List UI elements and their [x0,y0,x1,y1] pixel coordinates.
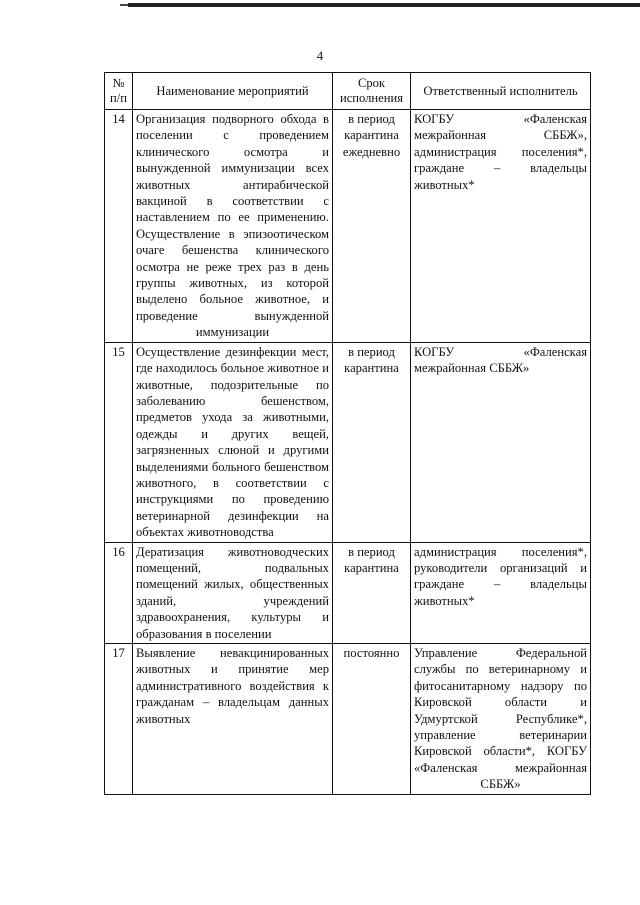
row-responsible: администрация поселения*, руководители организаций и граждане – владельцы животных* [411,542,591,643]
top-border-line [128,3,640,7]
header-event: Наименование мероприятий [133,73,333,110]
row-num: 15 [105,342,133,542]
row-responsible: Управление Федеральной службы по ветеринарному и фитосанитарному надзору по Кировской области и Удмуртской Республике*, управление ветеринарии Кировской области*, КОГБУ «Фаленская межрайонная СББЖ» [411,644,591,795]
header-responsible: Ответственный исполнитель [411,73,591,110]
table-row [105,644,591,795]
row-num: 17 [105,644,133,795]
table-row [105,342,591,542]
row-event: Осуществление дезинфекции мест, где находилось больное животное и животные, подозрительные по заболеванию бешенством, предметов ухода за животными, одежды и других вещей, загрязненных слюной и другими выделениями больного бешенством животного, в соответствии с инструкциями по проведению ветеринарной дезинфекции на объектах животноводства [133,342,333,542]
row-deadline: в период карантина ежедневно [333,110,411,343]
row-deadline: в период карантина [333,542,411,643]
row-event: Организация подворного обхода в поселении с проведением клинического осмотра и вынужденной иммунизации всех животных антирабической вакциной в соответствии с наставлением по ее применению. Осуществление в эпизоотическом очаге бешенства клинического осмотра не реже трех раз в день группы животных, из которой выделено больное животное, и проведение вынужденной иммунизации [133,110,333,343]
scan-artifact-notch [120,4,128,6]
table-row [105,110,591,343]
row-num: 16 [105,542,133,643]
page-number: 4 [316,48,324,63]
row-deadline: постоянно [333,644,411,795]
table-header-row [105,73,591,110]
header-deadline: Срок исполнения [333,73,411,110]
row-num: 14 [105,110,133,343]
measures-table [104,72,591,795]
row-responsible: КОГБУ «Фаленская межрайонная СББЖ», администрация поселения*, граждане – владельцы животных* [411,110,591,343]
row-deadline: в период карантина [333,342,411,542]
table-row [105,542,591,643]
header-num: № п/п [105,73,133,110]
row-event: Выявление невакцинированных животных и принятие мер административного воздействия к гражданам – владельцам данных животных [133,644,333,795]
row-responsible: КОГБУ «Фаленская межрайонная СББЖ» [411,342,591,542]
row-event: Дератизация животноводческих помещений, подвальных помещений жилых, общественных зданий, учреждений здравоохранения, культуры и образования в поселении [133,542,333,643]
